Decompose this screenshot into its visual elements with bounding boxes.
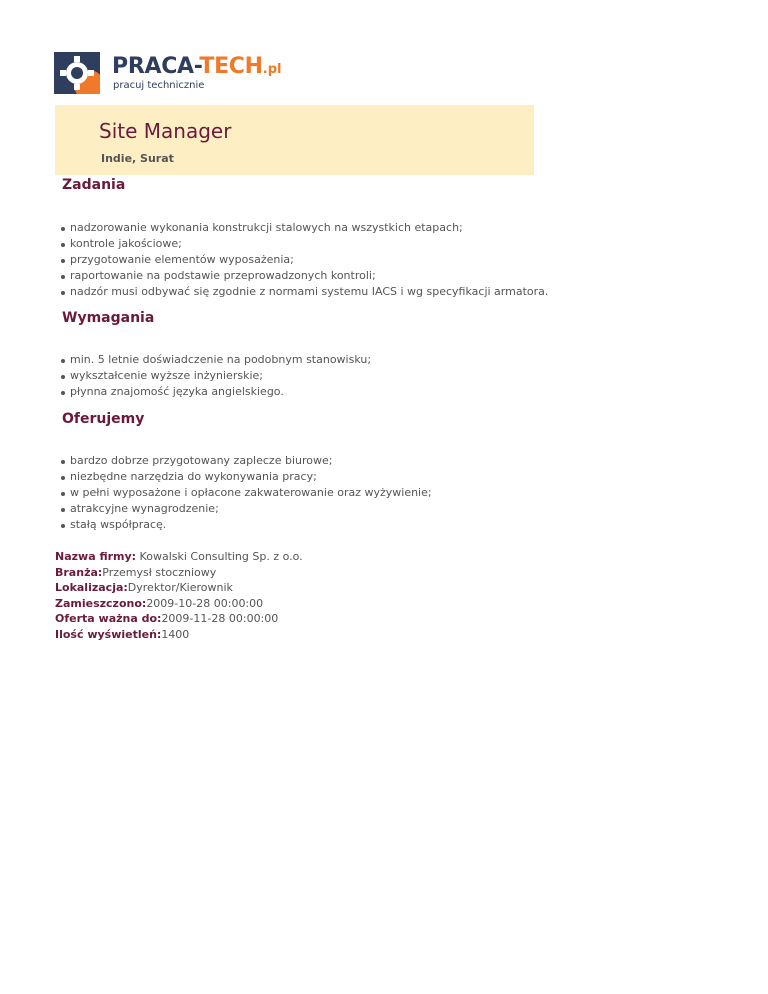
list-item: stałą współpracę. [70,517,432,533]
detail-value: Kowalski Consulting Sp. z o.o. [136,550,303,563]
logo-tagline: pracuj technicznie [113,80,205,91]
detail-label: Ilość wyświetleń: [55,627,162,641]
list-zadania [70,220,548,300]
job-header [55,105,534,175]
detail-label: Oferta ważna do: [55,612,162,625]
list-item: nadzór musi odbywać się zgodnie z normami systemu IACS i wg specyfikacji armatora. [70,285,549,298]
detail-label: Branża: [55,565,103,579]
detail-valid-until [55,611,303,627]
detail-posted [55,596,303,612]
list-item: niezbędne narzędzia do wykonywania pracy; [70,469,432,485]
detail-label: Lokalizacja: [55,581,128,594]
list-item: przygotowanie elementów wyposażenia; [70,252,548,268]
section-heading-wymagania: Wymagania [62,310,155,326]
section-heading-oferujemy: Oferujemy [62,411,145,427]
detail-label: Nazwa firmy: [55,550,137,563]
list-item: raportowanie na podstawie przeprowadzonych kontroli; [70,268,548,284]
logo-brand-part3: .pl [262,62,282,77]
list-oferujemy [70,453,432,533]
detail-value: 2009-10-28 00:00:00 [146,596,264,610]
list-item: bardzo dobrze przygotowany zaplecze biurowe; [70,453,432,469]
list-wymagania [70,352,371,400]
section-heading-zadania: Zadania [62,177,126,193]
list-item: wykształcenie wyższe inżynierskie; [70,368,371,384]
list-item: w pełni wyposażone i opłacone zakwaterowanie oraz wyżywienie; [70,486,432,499]
logo-brand-part1: PRACA- [112,54,200,79]
detail-label: Zamieszczono: [55,596,147,610]
detail-company [55,549,303,565]
list-item: nadzorowanie wykonania konstrukcji stalowych na wszystkich etapach; [70,220,548,236]
logo-brand-text [112,54,281,83]
job-details [55,549,303,642]
detail-views [55,627,303,643]
detail-value: Przemysł stoczniowy [102,565,217,579]
detail-value: 2009-11-28 00:00:00 [161,612,279,625]
detail-industry [55,565,303,581]
job-title: Site Manager [99,119,232,143]
detail-value: 1400 [161,627,190,641]
detail-value: Dyrektor/Kierownik [127,581,233,594]
list-item: kontrole jakościowe; [70,236,548,252]
list-item: płynna znajomość języka angielskiego. [70,384,371,400]
praca-tech-logo[interactable] [54,52,294,96]
logo-brand-part2: TECH [199,54,263,79]
detail-location [55,580,303,596]
list-item: min. 5 letnie doświadczenie na podobnym stanowisku; [70,353,372,366]
job-location: Indie, Surat [101,152,174,165]
list-item: atrakcyjne wynagrodzenie; [70,501,432,517]
gear-logo-icon [54,52,100,94]
